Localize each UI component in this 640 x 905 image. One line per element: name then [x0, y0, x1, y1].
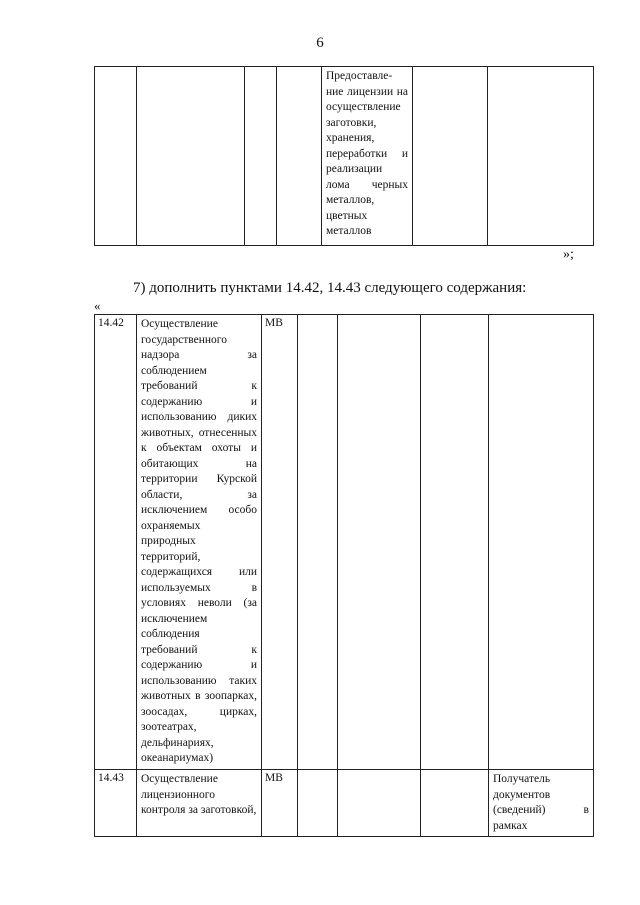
item-number-cell [95, 315, 137, 770]
description-cell [322, 67, 413, 246]
empty-cell [277, 67, 322, 246]
item-type: МВ [265, 317, 283, 329]
number-cell [95, 67, 137, 246]
table-row [95, 67, 594, 246]
item-number: 14.42 [98, 317, 124, 329]
item-type-cell [262, 770, 298, 837]
page-number: 6 [316, 35, 324, 51]
item-type-cell [262, 315, 298, 770]
continued-table [94, 66, 594, 246]
item-name: Осуществление лицензионного контроля за заготовкой, [141, 773, 257, 816]
item-name: Осуществление государственного надзора за соблюдением требований к содержанию и использованию диких животных, отнесенных к объектам охоты и обитающих на территории Курской области, за исключением особо охраняемых природных территорий, содержащихся или используемых в условиях неволи (за исключением соблюдения требований к содержанию и использованию таких животных в зоопарках, зоосадах, цирках, зоотеатрах, дельфинариях, океанариумах) [141, 318, 257, 764]
note-cell [489, 770, 594, 837]
closing-quote: »; [563, 247, 574, 262]
empty-cell [421, 315, 489, 770]
empty-cell [338, 315, 421, 770]
item-number: 14.43 [98, 772, 124, 784]
new-items-table [94, 314, 594, 837]
empty-cell [338, 770, 421, 837]
recipient-note: Получатель документов (сведений) в рамках [493, 773, 589, 832]
opening-quote: « [94, 298, 101, 313]
name-cell [137, 67, 245, 246]
empty-cell [421, 770, 489, 837]
type-cell [245, 67, 277, 246]
item-name-cell [137, 770, 262, 837]
table-row [95, 315, 594, 770]
item-name-cell [137, 315, 262, 770]
empty-cell [298, 315, 338, 770]
amendment-instruction: 7) дополнить пунктами 14.42, 14.43 следующего содержания: [133, 280, 527, 296]
item-type: МВ [265, 772, 283, 784]
empty-cell [489, 315, 594, 770]
license-description: Предоставле-ние лицензии на осуществление заготовки, хранения, переработки и реализации лома черных металлов, цветных металлов [326, 70, 408, 237]
item-number-cell [95, 770, 137, 837]
table-row [95, 770, 594, 837]
empty-cell [488, 67, 594, 246]
empty-cell [298, 770, 338, 837]
empty-cell [413, 67, 488, 246]
